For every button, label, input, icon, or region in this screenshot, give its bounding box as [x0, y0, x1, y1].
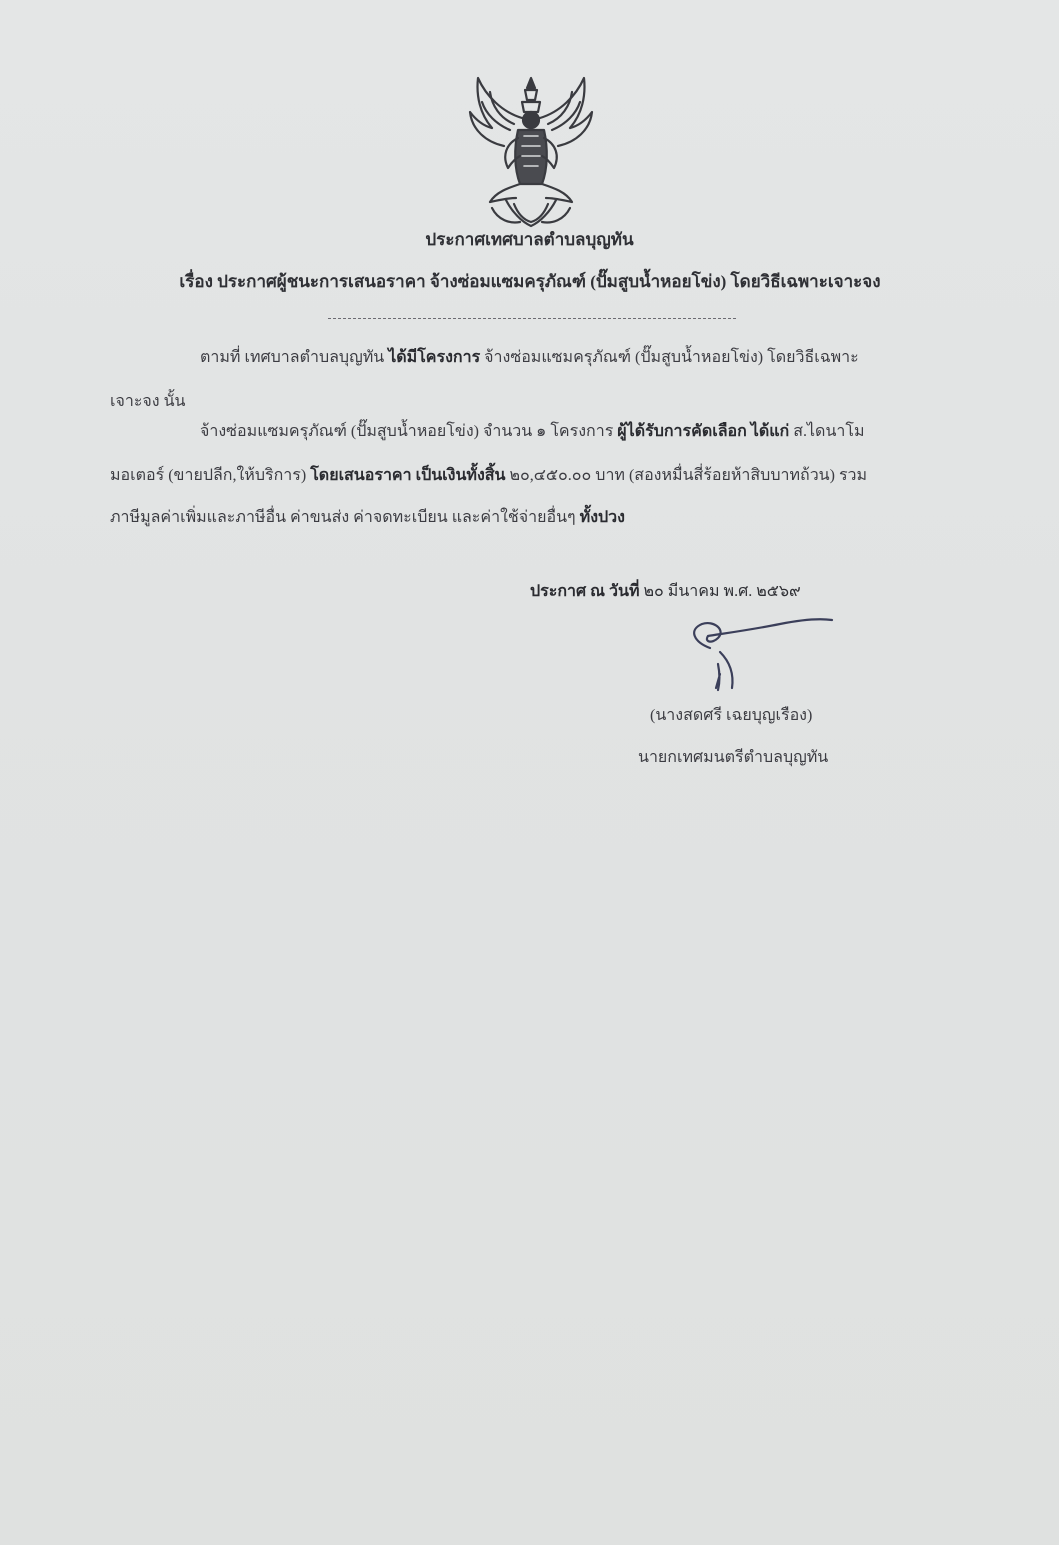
text-segment: มอเตอร์ (ขายปลีก,ให้บริการ) [110, 467, 311, 484]
text-segment-bold: ทั้งปวง [575, 509, 625, 526]
date-label: ประกาศ ณ วันที่ [530, 583, 640, 600]
paragraph-2-line-2 [110, 454, 867, 498]
paragraph-2-line-1 [200, 410, 865, 454]
text-segment: ภาษีมูลค่าเพิ่มและภาษีอื่น ค่าขนส่ง ค่าจดทะเบียน และค่าใช้จ่ายอื่นๆ [110, 509, 576, 526]
signature-icon [680, 612, 840, 696]
announcement-date [530, 572, 801, 612]
text-segment: ส.ไดนาโม [789, 423, 865, 440]
announcement-title: ประกาศเทศบาลตำบลบุญทัน [425, 230, 634, 249]
signer-position: นายกเทศมนตรีตำบลบุญทัน [638, 749, 829, 766]
paragraph-1-line-2: เจาะจง นั้น [110, 393, 186, 410]
text-segment: ๒๐,๔๕๐.๐๐ บาท (สองหมื่นสี่ร้อยห้าสิบบาทถ้วน) รวม [505, 467, 868, 484]
announcement-subject: เรื่อง ประกาศผู้ชนะการเสนอราคา จ้างซ่อมแซมครุภัณฑ์ (ปั๊มสูบน้ำหอยโข่ง) โดยวิธีเฉพาะเจาะจง [179, 272, 881, 291]
date-value: ๒๐ มีนาคม พ.ศ. ๒๕๖๙ [639, 583, 801, 600]
divider-line [328, 318, 736, 319]
text-segment-bold: ได้มีโครงการ [388, 349, 481, 366]
signer-name: (นางสดศรี เฉยบุญเรือง) [650, 707, 813, 724]
garuda-emblem-icon [462, 72, 600, 230]
text-segment: จ้างซ่อมแซมครุภัณฑ์ (ปั๊มสูบน้ำหอยโข่ง) จำนวน ๑ โครงการ [200, 423, 618, 440]
text-segment: จ้างซ่อมแซมครุภัณฑ์ (ปั๊มสูบน้ำหอยโข่ง) โดยวิธีเฉพาะ [480, 349, 859, 366]
text-segment-bold: ผู้ได้รับการคัดเลือก ได้แก่ [617, 423, 790, 440]
paragraph-2-line-3 [110, 496, 625, 540]
text-segment-bold: โดยเสนอราคา เป็นเงินทั้งสิ้น [310, 467, 506, 484]
paragraph-1-line-1 [200, 336, 859, 380]
text-segment: ตามที่ เทศบาลตำบลบุญทัน [200, 349, 389, 366]
